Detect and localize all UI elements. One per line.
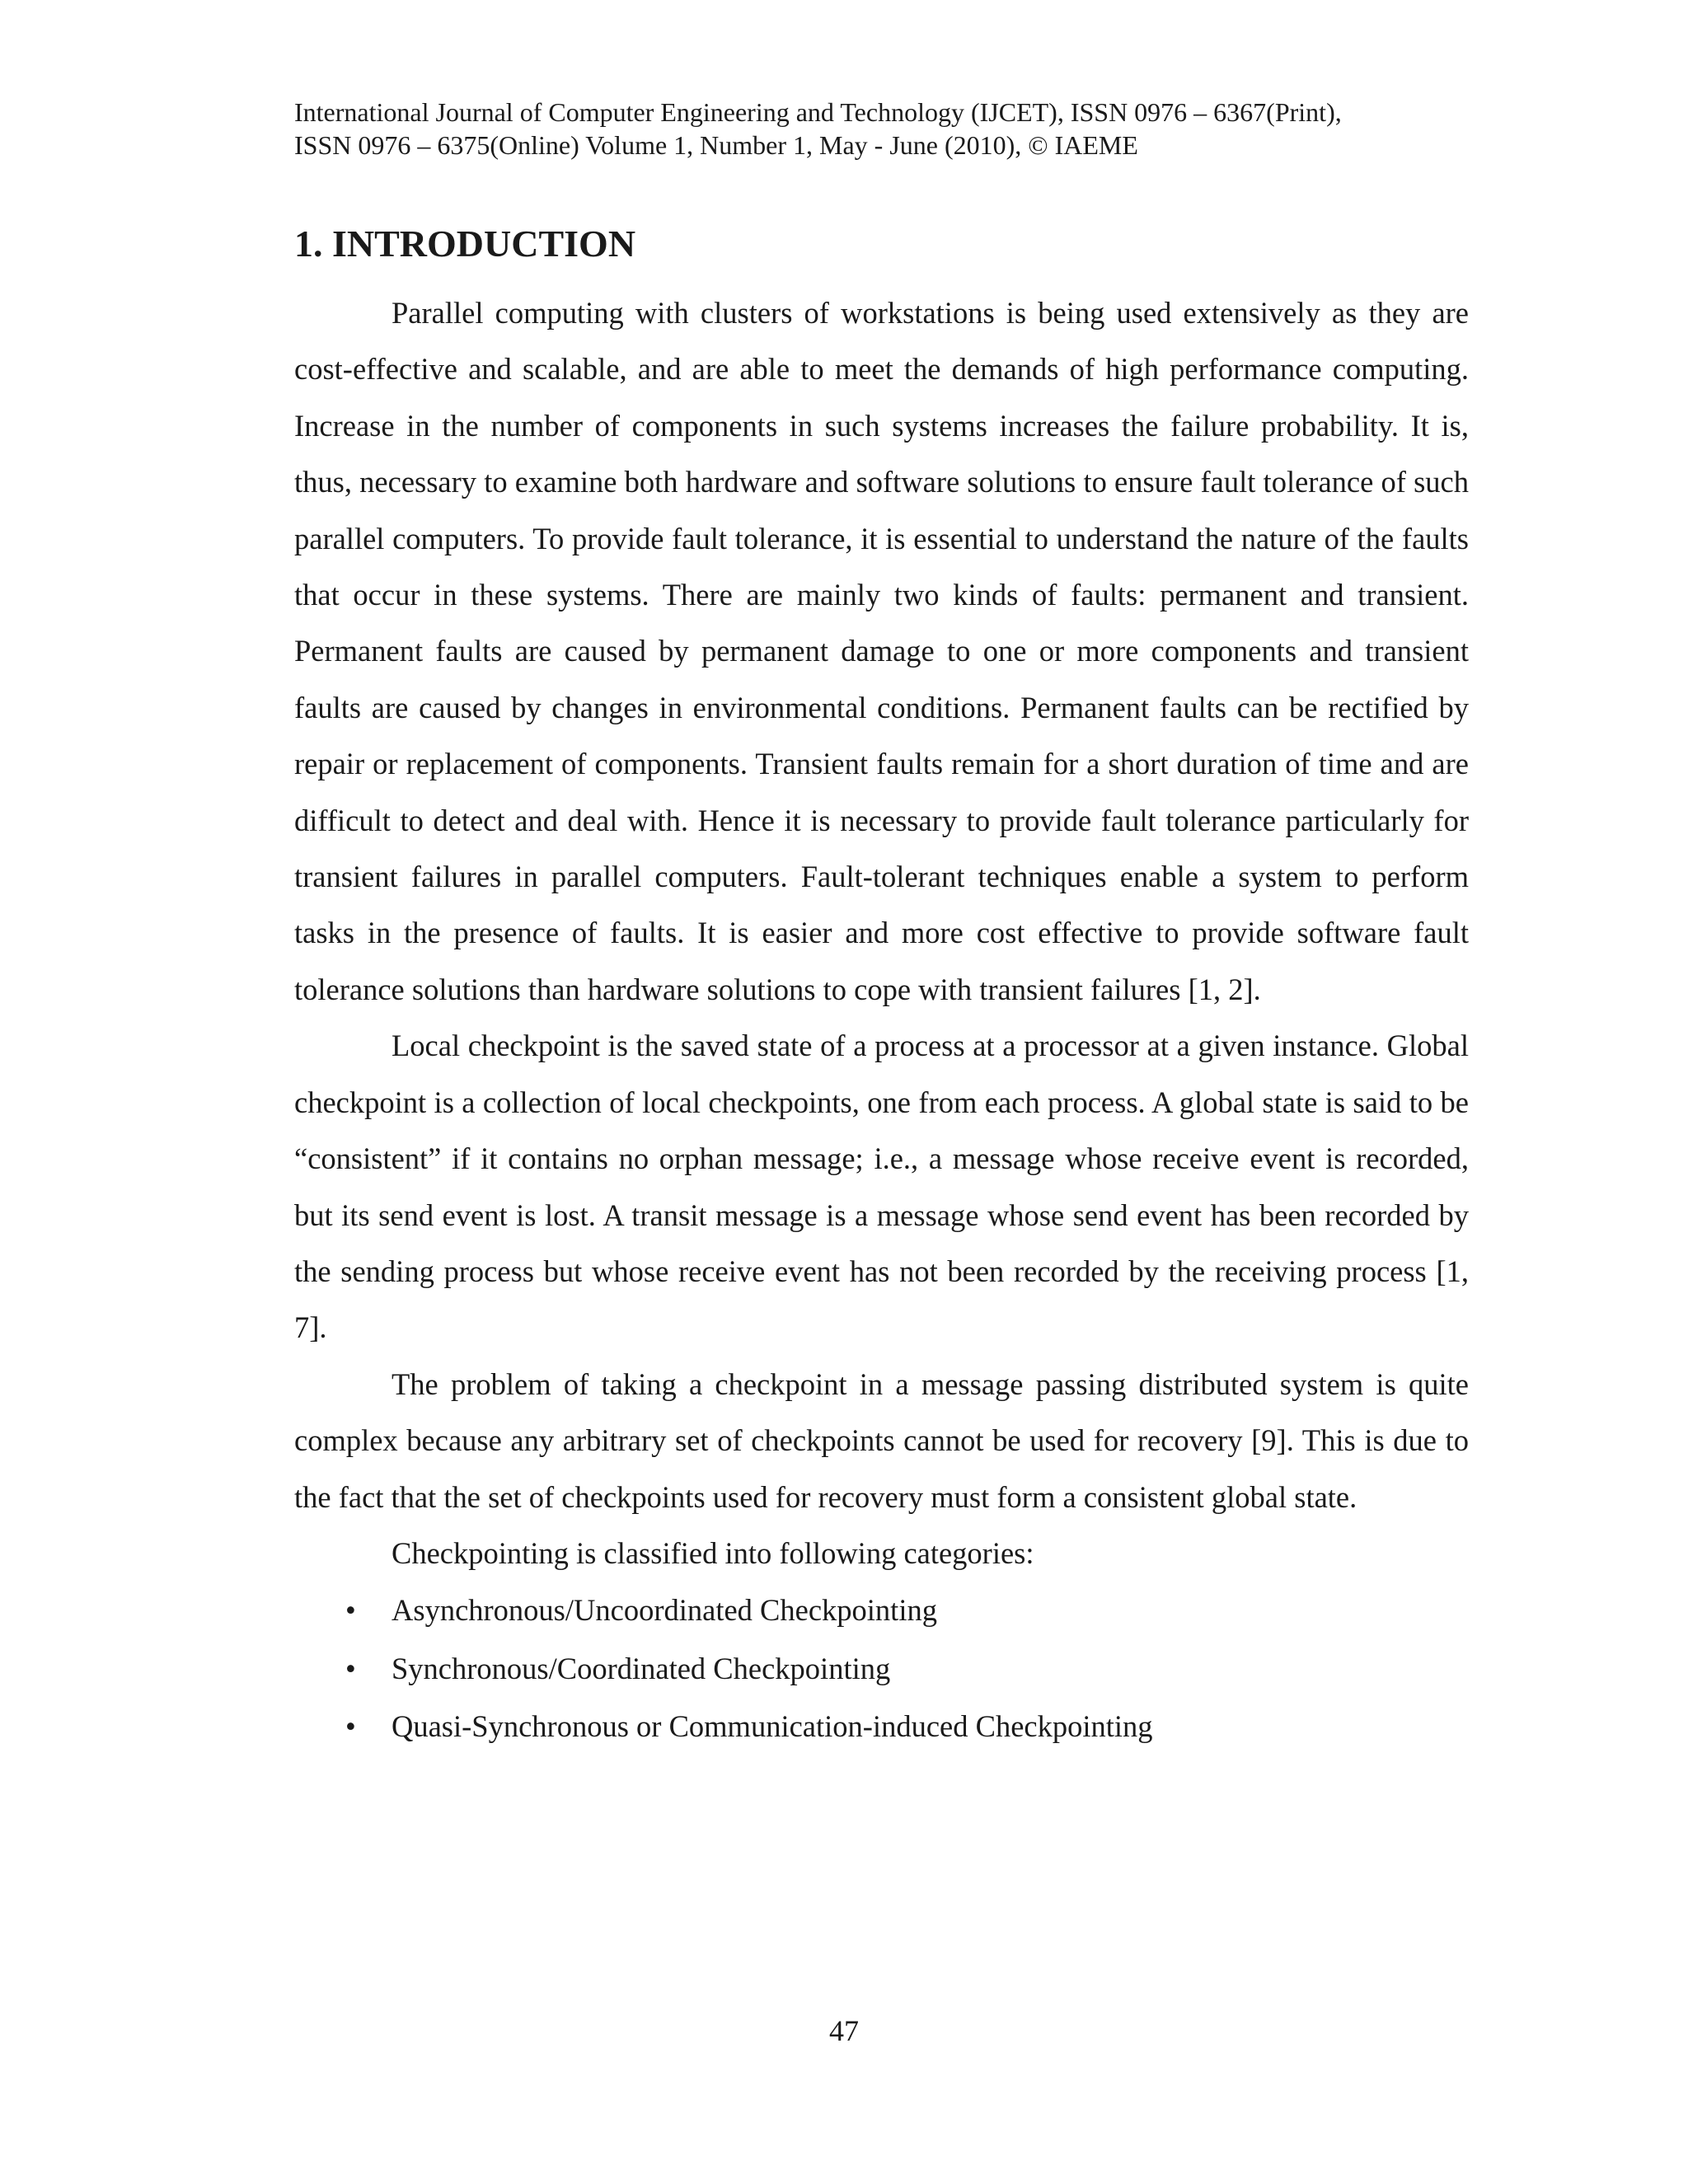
list-item xyxy=(294,1640,1469,1699)
category-label: Asynchronous/Uncoordinated Checkpointing xyxy=(392,1593,937,1628)
page-number: 47 xyxy=(829,2014,859,2047)
running-header xyxy=(294,96,1481,162)
list-item xyxy=(294,1698,1469,1756)
list-item xyxy=(294,1582,1469,1640)
paragraph-checkpoint-problem: The problem of taking a checkpoint in a message passing distributed system is quite complex because any arbitrary set of checkpoints cannot be used for recovery [9]. This is due to the fact that the set of checkpoints used for recovery must form a consistent global state. xyxy=(294,1366,1469,1514)
introduction-body xyxy=(294,285,1469,1756)
paragraph-checkpoint-definitions: Local checkpoint is the saved state of a process at a processor at a given instance. Global checkpoint is a collection of local checkpoints, one from each process. A global state is said to be “consistent” if it contains no orphan message; i.e., a message whose receive event is recorded, but its send event is lost. A transit message is a message whose send event has been recorded by the sending process but whose receive event has not been recorded by the receiving process [1, 7]. xyxy=(294,1029,1469,1345)
journal-citation-line-2: ISSN 0976 – 6375(Online) Volume 1, Number 1, May - June (2010), © IAEME xyxy=(294,130,1138,160)
category-label: Synchronous/Coordinated Checkpointing xyxy=(392,1651,891,1685)
section-title: 1. INTRODUCTION xyxy=(294,223,636,265)
bullet-icon: • xyxy=(345,1651,356,1685)
checkpointing-categories-list xyxy=(294,1582,1469,1756)
journal-citation-line-1: International Journal of Computer Engineering and Technology (IJCET), ISSN 0976 – 6367(Print), xyxy=(294,97,1342,127)
category-label: Quasi-Synchronous or Communication-induced Checkpointing xyxy=(392,1709,1153,1744)
bullet-icon: • xyxy=(345,1593,356,1628)
bullet-icon: • xyxy=(345,1709,356,1744)
paragraph-categories-intro: Checkpointing is classified into following categories: xyxy=(392,1535,1034,1570)
paragraph-fault-tolerance: Parallel computing with clusters of workstations is being used extensively as they are cost-effective and scalable, and are able to meet the demands of high performance computing. Increase in the number of components in such systems increases the failure probability. It is, thus, necessary to examine both hardware and software solutions to ensure fault tolerance of such parallel computers. To provide fault tolerance, it is essential to understand the nature of the faults that occur in these systems. There are mainly two kinds of faults: permanent and transient. Permanent faults are caused by permanent damage to one or more components and transient faults are caused by changes in environmental conditions. Permanent faults can be rectified by repair or replacement of components. Transient faults remain for a short duration of time and are difficult to detect and deal with. Hence it is necessary to provide fault tolerance particularly for transient failures in parallel computers. Fault-tolerant techniques enable a system to perform tasks in the presence of faults. It is easier and more cost effective to provide software fault tolerance solutions than hardware solutions to cope with transient failures [1, 2]. xyxy=(294,296,1469,1006)
